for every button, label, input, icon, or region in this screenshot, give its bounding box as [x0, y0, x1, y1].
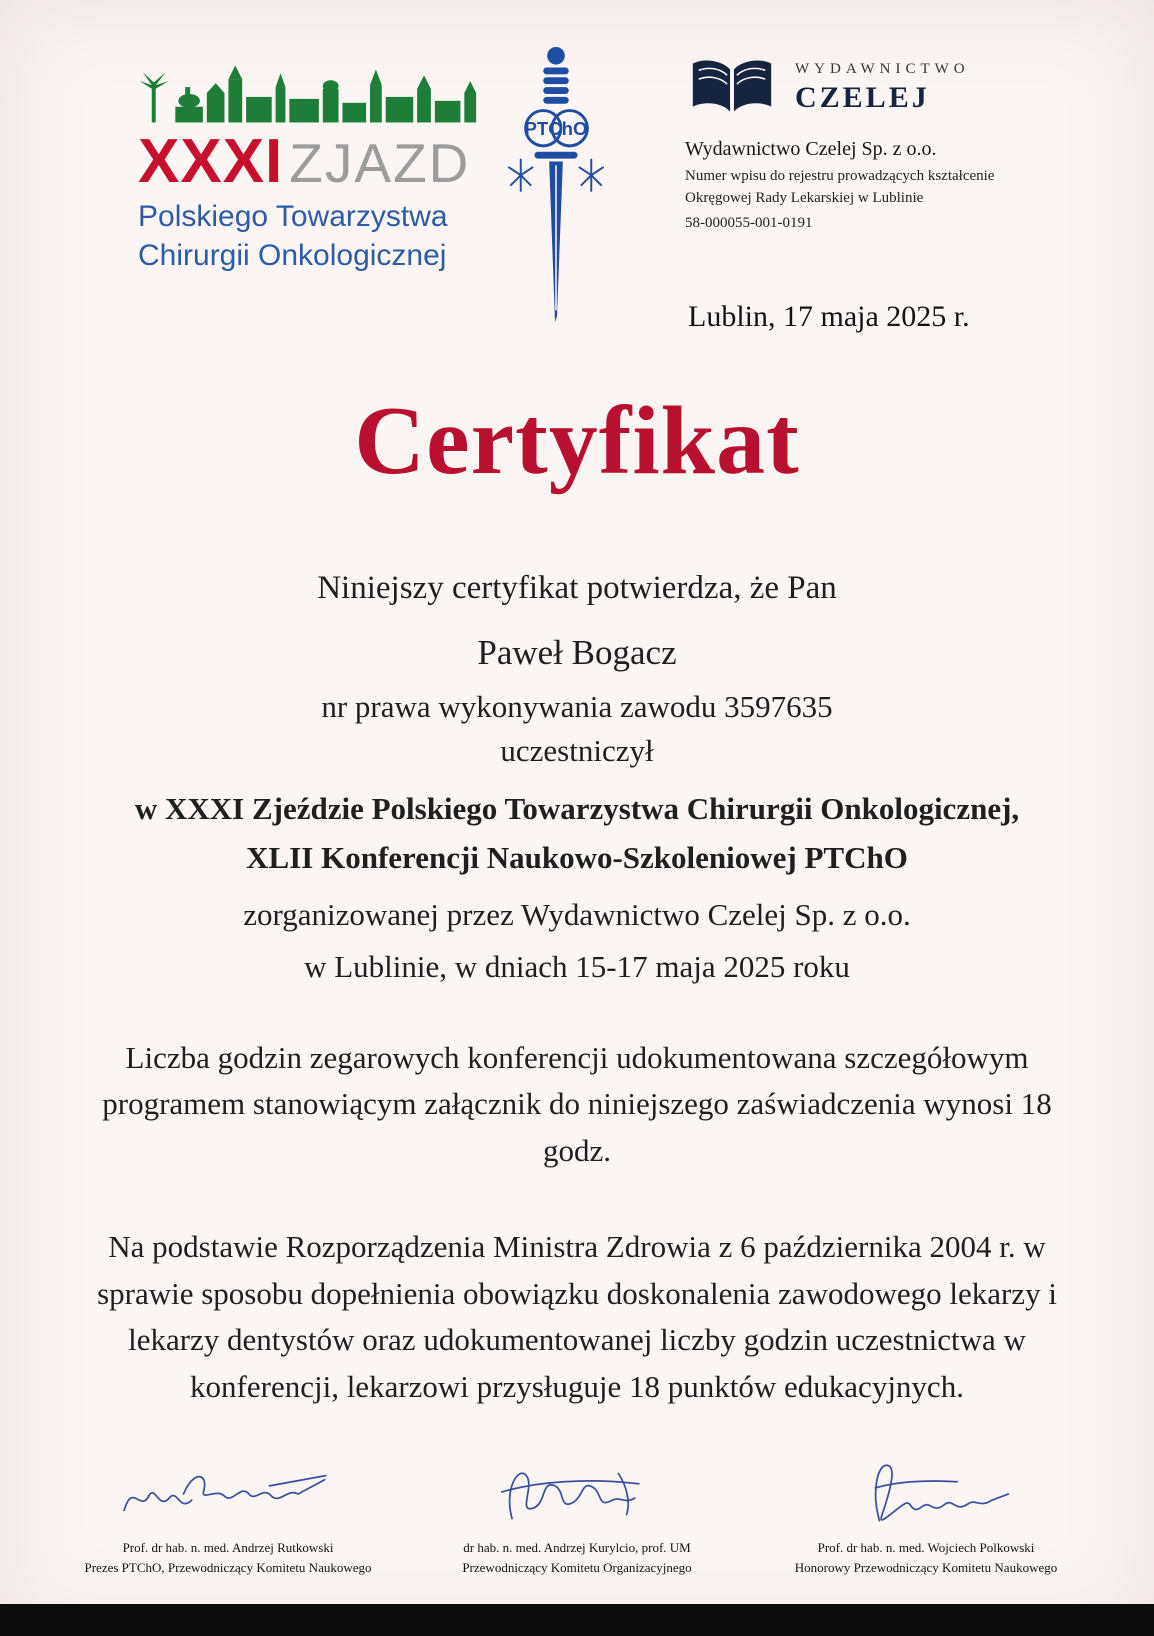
signature-block-polkowski	[760, 1454, 1092, 1576]
hours-paragraph: Liczba godzin zegarowych konferencji udokumentowana szczegółowym programem stanowiącym załącznik do niniejszego zaświadczenia wynosi 18 godz.	[102, 1039, 1052, 1168]
event-name-line1: w XXXI Zjeździe Polskiego Towarzystwa Chirurgii Onkologicznej,	[134, 791, 1020, 826]
participation-word: uczestniczył	[500, 733, 654, 768]
congress-title	[138, 126, 490, 197]
certificate-header	[0, 0, 1154, 362]
signatory-name: Prof. dr hab. n. med. Wojciech Polkowski	[817, 1540, 1035, 1556]
publisher-registry-line1: Numer wpisu do rejestru prowadzących kształcenie	[685, 168, 995, 184]
organizer-line: zorganizowanej przez Wydawnictwo Czelej Sp. z o.o.	[243, 896, 911, 932]
publisher-brand	[685, 56, 1025, 120]
event-name-line2: XLII Konferencji Naukowo-Szkoleniowej PTChO	[246, 839, 908, 875]
signatory-name: Prof. dr hab. n. med. Andrzej Rutkowski	[122, 1540, 334, 1556]
ptcho-sword-logo	[497, 44, 615, 328]
congress-word: ZJAZD	[289, 132, 471, 194]
statement-intro: Niniejszy certyfikat potwierdza, że Pan	[317, 570, 837, 606]
signatory-title: Prezes PTChO, Przewodniczący Komitetu Naukowego	[84, 1560, 372, 1576]
signatory-title: Honorowy Przewodniczący Komitetu Naukowego	[794, 1560, 1058, 1576]
signatures-row	[0, 1454, 1154, 1576]
recipient-name: Paweł Bogacz	[477, 633, 677, 672]
ptcho-monogram: PTChO	[524, 118, 588, 140]
publisher-brand-line2: CZELEJ	[795, 81, 930, 114]
signature-block-kurylcio	[411, 1454, 743, 1576]
publisher-brand-text	[795, 61, 970, 115]
congress-logo	[138, 58, 490, 275]
city-skyline-icon	[138, 58, 484, 124]
license-number-line: nr prawa wykonywania zawodu 3597635	[321, 689, 833, 724]
society-name-line2: Chirurgii Onkologicznej	[138, 239, 447, 272]
publisher-registry-number: 58-000055-001-0191	[685, 214, 813, 231]
firework-left-icon	[509, 160, 533, 191]
points-paragraph: Na podstawie Rozporządzenia Ministra Zdrowia z 6 października 2004 r. w sprawie sposobu dopełnienia obowiązku doskonalenia zawodowego lekarzy i lekarzy dentystów oraz udokumentowanej liczby godzin uczestnictwa w konferencji, lekarzowi przysługuje 18 punktów edukacyjnych.	[97, 1229, 1057, 1404]
society-name-line1: Polskiego Towarzystwa	[138, 200, 448, 233]
rutkowski-signature-squiggle	[116, 1454, 341, 1532]
signature-block-rutkowski	[62, 1454, 394, 1576]
publisher-company: Wydawnictwo Czelej Sp. z o.o.	[685, 138, 937, 160]
firework-right-icon	[580, 160, 604, 191]
open-book-icon	[685, 56, 779, 120]
signatory-name: dr hab. n. med. Andrzej Kurylcio, prof. UM	[463, 1540, 691, 1556]
polkowski-signature-squiggle	[814, 1454, 1039, 1532]
publisher-registry-line2: Okręgowej Rady Lekarskiej w Lublinie	[685, 189, 924, 206]
publisher-brand-line1: WYDAWNICTWO	[795, 61, 970, 77]
place-date: Lublin, 17 maja 2025 r.	[688, 300, 970, 333]
kurylcio-signature-squiggle	[465, 1454, 690, 1532]
bottom-black-bar	[0, 1604, 1154, 1636]
signatory-title: Przewodniczący Komitetu Organizacyjnego	[462, 1560, 692, 1576]
congress-roman-numeral: XXXI	[138, 127, 284, 196]
certificate-title: Certyfikat	[354, 387, 800, 495]
publisher-block	[685, 56, 1025, 234]
event-place-date: w Lublinie, w dniach 15-17 maja 2025 roku	[304, 948, 850, 984]
certificate-statement	[0, 570, 1154, 985]
